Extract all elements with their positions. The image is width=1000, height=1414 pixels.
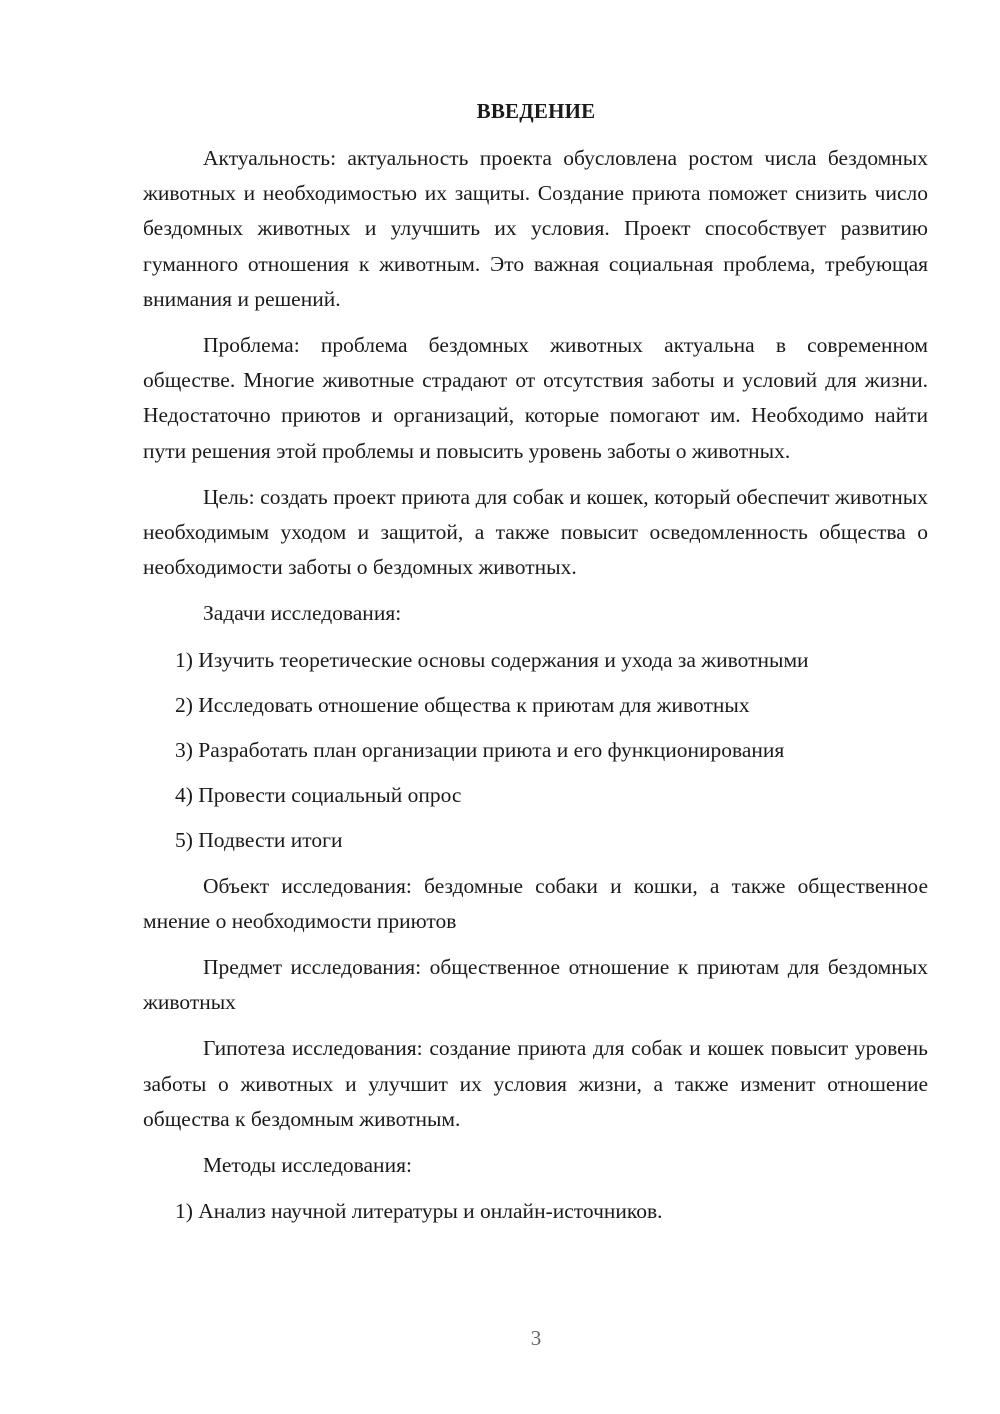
list-item: 5) Подвести итоги — [175, 828, 343, 853]
list-item: 3) Разработать план организации приюта и его функционирования — [175, 738, 785, 763]
object-paragraph: Объект исследования: бездомные собаки и кошки, а также общественное мнение о необходимости приютов — [143, 873, 928, 933]
list-item: 1) Анализ научной литературы и онлайн-источников. — [175, 1199, 663, 1224]
hypothesis-paragraph: Гипотеза исследования: создание приюта для собак и кошек повысит уровень заботы о животных и улучшит их условия жизни, а также изменит отношение общества к бездомным животным. — [143, 1036, 928, 1131]
page-number: 3 — [530, 1326, 542, 1350]
goal-paragraph: Цель: создать проект приюта для собак и кошек, который обеспечит животных необходимым уходом и защитой, а также повысит осведомленность общества о необходимости заботы о бездомных животных. — [143, 484, 928, 580]
tasks-heading: Задачи исследования: — [203, 601, 402, 626]
problem-paragraph: Проблема: проблема бездомных животных актуальна в современном обществе. Многие животные страдают от отсутствия заботы и условий для жизни. Недостаточно приютов и организаций, которые помогают им. Необходимо найти пути решения этой проблемы и повысить уровень заботы о животных. — [143, 333, 928, 463]
list-item: 1) Изучить теоретические основы содержания и ухода за животными — [175, 647, 809, 672]
page-title: ВВЕДЕНИЕ — [476, 99, 596, 123]
list-item: 4) Провести социальный опрос — [175, 783, 462, 808]
relevance-paragraph: Актуальность: актуальность проекта обусловлена ростом числа бездомных животных и необходимостью их защиты. Создание приюта поможет снизить число бездомных животных и улучшить их условия. Проект способствует развитию гуманного отношения к животным. Это важная социальная проблема, требующая внимания и решений. — [143, 146, 928, 311]
methods-list — [143, 1194, 928, 1229]
tasks-list — [143, 643, 928, 859]
methods-heading: Методы исследования: — [203, 1153, 412, 1178]
subject-paragraph: Предмет исследования: общественное отношение к приютам для бездомных животных — [143, 955, 928, 1015]
list-item: 2) Исследовать отношение общества к приютам для животных — [175, 692, 750, 717]
document-body — [143, 141, 928, 1239]
